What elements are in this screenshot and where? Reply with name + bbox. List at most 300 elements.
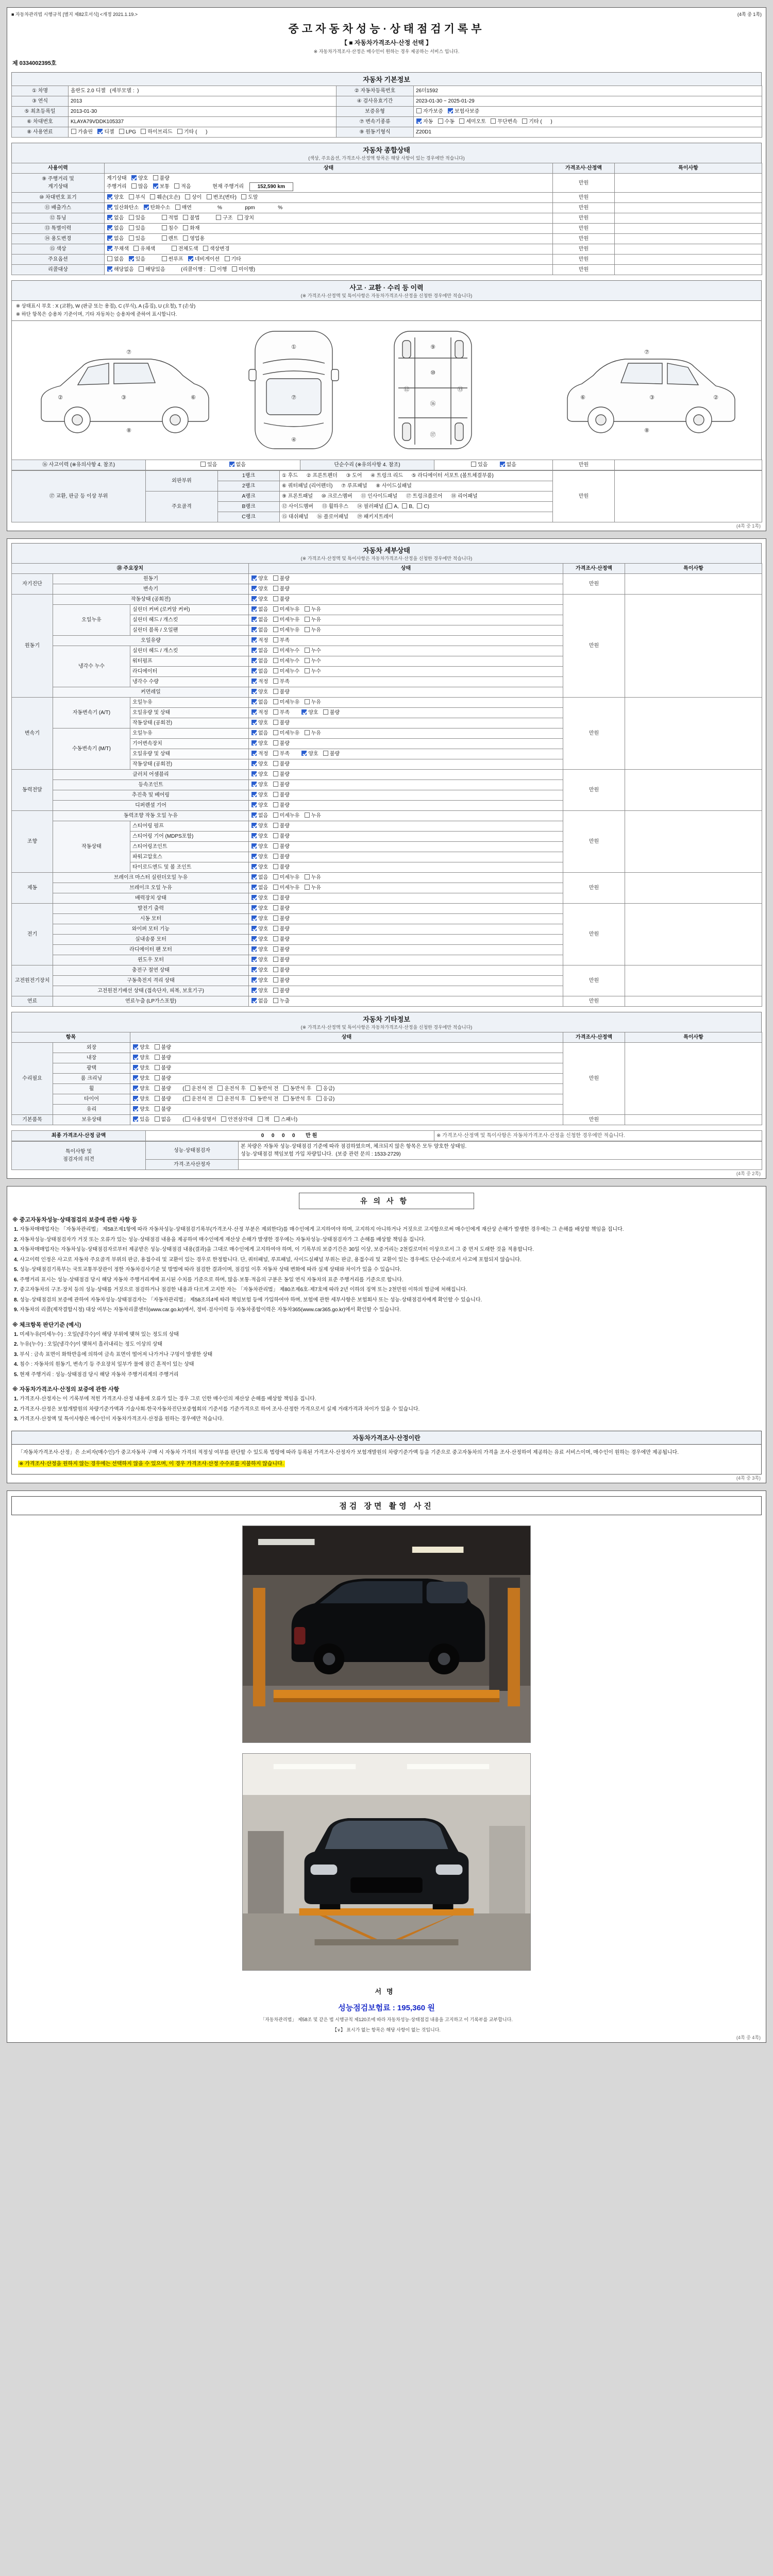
field-value: 동력조향 작동 오일 누유 (53, 811, 249, 821)
field-label: 동력전달 (12, 770, 53, 811)
field-value: 오일누유 (130, 698, 249, 708)
checkbox-unchecked (273, 916, 278, 921)
field-value (615, 460, 762, 470)
field-label: 외판부위 (146, 471, 218, 492)
document-number: 제 0334002395호 (12, 60, 57, 66)
field-value: 없음 미세누수 누수 (249, 656, 563, 667)
inspection-photo-1 (242, 1526, 531, 1743)
checkbox-checked (251, 761, 257, 766)
section-overall-title: 자동차 종합상태 (363, 146, 410, 154)
field-value: ⑮ 대쉬패널 ⑯ 플로어패널 ⑲ 패키지트레이 (280, 512, 553, 522)
field-value: 작동상태 (53, 821, 130, 873)
field-value: 없음 미세누유 누유 (249, 811, 563, 821)
checkbox-unchecked (305, 658, 310, 663)
checkbox-unchecked (185, 1116, 190, 1122)
photo-2-lift-front-view (243, 1754, 530, 1970)
notice-item: 3. 부식 : 금속 표면이 화학반응에 의하여 금속 표면이 떨어져 나가거나 구멍이 발생한 상태 (14, 1351, 213, 1358)
checkbox-unchecked (273, 843, 278, 849)
field-value: ① 후드 ② 프론트펜더 ③ 도어 ④ 트렁크 리드 ⑤ 라디에이터 서포트 (볼트체결부품) (280, 471, 553, 481)
field-label: 변속기 (12, 698, 53, 770)
checkbox-unchecked (273, 988, 278, 993)
checkbox-checked (251, 596, 257, 601)
panel-damage-table (11, 470, 762, 522)
field-value: 브레이크 마스터 실린더오일 누유 (53, 873, 249, 883)
vin-label: ⑥ 차대번호 (12, 117, 69, 127)
inspector-opinion-table (11, 1141, 762, 1170)
field-value: 내장 (53, 1053, 130, 1063)
field-value: 실린더 블록 / 오일팬 (130, 625, 249, 636)
checkbox-unchecked (258, 1116, 263, 1122)
checkbox-checked (129, 256, 134, 261)
checkbox-unchecked (273, 792, 278, 797)
photos-section-title: 점검 장면 촬영 사진 (11, 1496, 762, 1515)
checkbox-unchecked (273, 709, 278, 715)
checkbox-unchecked (305, 885, 310, 890)
field-label: 전기 (12, 904, 53, 965)
insurance-premium: 성능점검보험료 : 195,360 원 (338, 2003, 435, 2012)
checkbox-checked (301, 751, 307, 756)
checkbox-unchecked (155, 1096, 160, 1101)
page-3-notice (7, 1186, 766, 1483)
checkbox-checked (251, 957, 257, 962)
notice-item: 7. 중고자동차의 구조·장치 등의 성능·상태를 거짓으로 점검하거나 점검한 내용과 다르게 고지한 자는 「자동차관리법」 제80조제6호·제7호에 따라 2년 이하의 징역 또는 2천만원 이하의 벌금에 처해집니다. (14, 1287, 467, 1293)
field-value (625, 595, 762, 698)
checkbox-unchecked (71, 129, 76, 134)
field-value (615, 224, 762, 234)
field-value: 양호 불량 (249, 914, 563, 924)
field-value: 브레이크 오일 누유 (53, 883, 249, 893)
checkbox-checked (251, 874, 257, 879)
field-label: 기본품목 (12, 1115, 53, 1125)
field-value (615, 265, 762, 275)
checkbox-unchecked (273, 740, 278, 745)
checkbox-unchecked (141, 129, 146, 134)
checkbox-unchecked (162, 225, 167, 230)
detail-condition-table (11, 563, 762, 1007)
field-value: 없음 있음 렌트 영업용 (105, 234, 553, 244)
simple-repair-label: 단순수리 (※유의사항 4. 참조) (300, 460, 434, 470)
checkbox-unchecked (150, 194, 155, 199)
field-value: 오일누유 (130, 728, 249, 739)
checkbox-unchecked (273, 771, 278, 776)
svg-text:⑥: ⑥ (191, 394, 196, 401)
notice-item: 2. 자동차성능·상태점검자가 거짓 또는 오류가 있는 성능·상태점검 내용을 제공하여 매수인에게 재산상 손해가 발생한 경우에는 자동차성능·상태점검자가 그 손해를 배상할 책임을 집니다. (14, 1236, 426, 1243)
field-value: 오일유량 (53, 636, 249, 646)
notice-item: 5. 현재 주행거리 : 성능·상태점검 당시 해당 자동차 주행거리계의 주행거리 (14, 1371, 179, 1378)
checkbox-checked (131, 175, 137, 180)
page-tag: (4쪽 중 4쪽) (736, 2035, 761, 2040)
first-reg-value: 2013-01-30 (69, 107, 337, 117)
checkbox-unchecked (129, 194, 134, 199)
checkbox-unchecked (207, 194, 212, 199)
field-label: 주요골격 (146, 492, 218, 522)
checkbox-checked (133, 1116, 138, 1122)
field-value: 만원 (553, 244, 615, 255)
checkbox-checked (251, 977, 257, 982)
field-value: 양호 불량 (249, 852, 563, 862)
checkbox-checked (133, 1096, 138, 1101)
checkbox-checked (251, 709, 257, 715)
checkbox-unchecked (273, 874, 278, 879)
field-value: 만원 (553, 265, 615, 275)
field-value: 양호 불량 ( 운전석 전 운전석 후 동반석 전 동반석 후 응급) (130, 1094, 563, 1105)
field-value: 없음 있음 침수 화재 (105, 224, 553, 234)
overall-condition-table (11, 163, 762, 275)
checkbox-unchecked (162, 256, 167, 261)
section-etc-title: 자동차 기타정보 (363, 1015, 410, 1024)
checkbox-checked (107, 205, 112, 210)
checkbox-unchecked (172, 246, 177, 251)
field-value: 해당없음 해당있음 (리콜이행 : 이행 미이행) (105, 265, 553, 275)
svg-text:①: ① (291, 344, 296, 351)
checkbox-unchecked (274, 1116, 279, 1122)
field-value: 없음 미세누유 누유 (249, 625, 563, 636)
price-survey-info-box (11, 1431, 762, 1475)
document-title: 중고자동차성능·상태점검기록부 (288, 23, 485, 35)
car-damage-diagrams (11, 320, 762, 460)
field-value: 적정 부족 양호 불량 (249, 708, 563, 718)
field-value: 양호 불량 (249, 935, 563, 945)
field-label: ⑱ 주요장치 (12, 564, 249, 574)
section-overall (11, 143, 762, 163)
field-label: ⑭ 용도변경 (12, 234, 105, 244)
checkbox-checked (251, 895, 257, 900)
field-value: 추진축 및 베어링 (53, 790, 249, 801)
page-1-basic-and-accident (7, 7, 766, 531)
field-label: 가격조사·산정액 (563, 1032, 625, 1043)
checkbox-unchecked (273, 967, 278, 972)
checkbox-unchecked (417, 503, 422, 509)
checkbox-unchecked (273, 596, 278, 601)
field-value: 실린더 헤드 / 개스킷 (130, 615, 249, 625)
checkbox-checked (144, 205, 149, 210)
field-value: 양호 불량 (249, 862, 563, 873)
checkbox-checked (251, 823, 257, 828)
model-year-value: 2013 (69, 96, 337, 107)
checkbox-unchecked (183, 215, 188, 220)
checkbox-unchecked (522, 118, 527, 124)
checkbox-checked (251, 833, 257, 838)
checkbox-unchecked (183, 225, 188, 230)
field-value: 양호 불량 (249, 842, 563, 852)
field-value: 만원 (563, 574, 625, 595)
checkbox-unchecked (273, 833, 278, 838)
notice-item: 4. 침수 : 자동차의 원동기, 변속기 등 주요장치 일부가 물에 잠긴 흔적이 있는 상태 (14, 1362, 194, 1368)
checkbox-checked (251, 617, 257, 622)
field-value: 양호 불량 (249, 986, 563, 996)
field-value: 양호 불량 ( 운전석 전 운전석 후 동반석 전 동반석 후 응급) (130, 1084, 563, 1094)
field-value: 자동변속기 (A/T) (53, 698, 130, 728)
transmission-label: ⑦ 변속기종류 (337, 117, 414, 127)
svg-text:⑯: ⑯ (430, 400, 436, 408)
checkbox-unchecked (273, 946, 278, 952)
svg-text:⑨: ⑨ (430, 344, 435, 351)
field-value: 오일유량 및 상태 (130, 708, 249, 718)
checkbox-checked (251, 998, 257, 1003)
checkbox-unchecked (155, 1075, 160, 1080)
field-value: 만원 (553, 213, 615, 224)
page-tag: (4쪽 중 1쪽) (736, 523, 761, 529)
field-label: 리콜대상 (12, 265, 105, 275)
checkbox-unchecked (129, 235, 134, 241)
notice-item: 4. 사고이력 인정은 사고로 자동차 주요골격 부위의 판금, 용접수리 및 교환이 있는 경우로 한정합니다. 단, 쿼터패널, 루프패널, 사이드실패널 부위는 판금, 용접수리 및 교환이 있는 경우에도 단순수리로서 사고에 포함되지 않습니다. (14, 1257, 522, 1263)
checkbox-unchecked (402, 503, 407, 509)
notice-item: 3. 가격조사·산정액 및 특이사항은 매수인이 자동차가격조사·산정을 원하는 경우에만 적습니다. (14, 1416, 224, 1422)
svg-text:③: ③ (649, 394, 654, 401)
checkbox-unchecked (155, 1106, 160, 1111)
svg-text:⑬: ⑬ (457, 386, 463, 393)
field-label: ⑩ 차대번호 표기 (12, 193, 105, 203)
checkbox-unchecked (273, 658, 278, 663)
field-value: 오일누유 (53, 605, 130, 636)
field-value: 양호 불량 (249, 595, 563, 605)
field-value: 없음 미세누유 누유 (249, 873, 563, 883)
checkbox-unchecked (119, 129, 124, 134)
checkbox-checked (251, 606, 257, 612)
field-label: 주요옵션 (12, 255, 105, 265)
notice-section-3-title: ※ 자동차가격조사·산정의 보증에 관한 사항 (12, 1386, 120, 1393)
checkbox-unchecked (273, 689, 278, 694)
damage-code-legend (11, 300, 762, 320)
checkbox-unchecked (232, 266, 237, 272)
checkbox-unchecked (155, 1065, 160, 1070)
field-value: 양호 불량 (249, 945, 563, 955)
checkbox-unchecked (273, 575, 278, 581)
checkbox-unchecked (273, 802, 278, 807)
field-value: 와이퍼 모터 기능 (53, 924, 249, 935)
field-label: ⑮ 색상 (12, 244, 105, 255)
field-value: 만원 (563, 811, 625, 873)
mileage-status: 계기상태 양호 불량 주행거리 많음 보통 적음 현재 주행거리 152,590 km (105, 174, 553, 193)
checkbox-unchecked (107, 256, 112, 261)
notice-item: 6. 주행거리 표시는 성능·상태점검 당시 해당 자동차 주행거리계에 표시된 수치를 기준으로 하며, 많음·보통·적음의 구분은 동일 연식 자동차의 표준 주행거리를 기준으로 합니다. (14, 1277, 404, 1283)
field-value (615, 255, 762, 265)
checkbox-unchecked (273, 586, 278, 591)
field-value: 없음 미세누유 누유 (249, 615, 563, 625)
field-value: 타이어 (53, 1094, 130, 1105)
field-label: 항목 (12, 1032, 130, 1043)
field-label: ⑫ 튜닝 (12, 213, 105, 224)
field-value: 없음 미세누유 누유 (249, 698, 563, 708)
reg-no-value: 26더1592 (414, 86, 762, 96)
field-value: 수동변속기 (M/T) (53, 728, 130, 770)
field-value: 보유상태 (53, 1115, 130, 1125)
field-value: 외장 (53, 1043, 130, 1053)
svg-text:⑫: ⑫ (404, 386, 410, 393)
price-survey-option: 【 ■ 자동차가격조사·산정 선택 】 (341, 39, 432, 46)
checkbox-checked (448, 108, 453, 113)
svg-text:②: ② (713, 394, 718, 401)
field-value: 양호 불량 (249, 790, 563, 801)
notice-item: 3. 자동차매매업자는 자동차성능·상태점검자로부터 제공받은 성능·상태점검 내용(결과)을 그대로 매수인에게 고지하여야 하며, 이 기록부의 보증기간은 30일 이상, 보증거리는 2천킬로미터 이상으로서 그 중 먼저 도래한 것을 적용합니다. (14, 1247, 534, 1253)
checkbox-unchecked (203, 246, 208, 251)
checkbox-unchecked (323, 709, 328, 715)
checkbox-unchecked (273, 864, 278, 869)
checkbox-checked (251, 699, 257, 704)
checkbox-checked (251, 658, 257, 663)
checkbox-checked (251, 668, 257, 673)
field-value: 유리 (53, 1105, 130, 1115)
field-value: 양호 불량 (249, 584, 563, 595)
checkbox-checked (251, 740, 257, 745)
checkbox-checked (107, 194, 112, 199)
checkbox-unchecked (155, 1086, 160, 1091)
field-value: 적정 부족 (249, 636, 563, 646)
field-value: 적정 부족 양호 불량 (249, 749, 563, 759)
checkbox-unchecked (273, 905, 278, 910)
checkbox-unchecked (491, 118, 496, 124)
field-value: 양호 불량 (249, 574, 563, 584)
checkbox-unchecked (250, 1096, 256, 1101)
field-label: B랭크 (218, 502, 280, 512)
checkbox-unchecked (162, 235, 167, 241)
notice-item: 1. 자동차매매업자는 「자동차관리법」 제58조제1항에 따라 자동차성능·상태점검기록부(가격조사·산정 부분은 제외한다)를 매수인에게 고지하여야 하며, 고지하지 아니하거나 거짓으로 고지함으로써 매수인에게 재산상 손해가 발생한 경우에는 그 손해를 배상할 책임을 집니다. (14, 1227, 624, 1233)
transmission-value: 자동 수동 세미오토 무단변속 기타 ( ) (414, 117, 762, 127)
checkbox-unchecked (155, 1055, 160, 1060)
field-value (625, 996, 762, 1007)
field-label: 연료 (12, 996, 53, 1007)
field-value: 만원 (563, 904, 625, 965)
svg-text:⑦: ⑦ (291, 394, 296, 401)
checkbox-unchecked (273, 761, 278, 766)
checkbox-checked (251, 771, 257, 776)
checkbox-unchecked (305, 606, 310, 612)
checkbox-checked (416, 118, 422, 124)
field-value (625, 904, 762, 965)
field-value: 없음 미세누유 누유 (249, 728, 563, 739)
checkbox-checked (251, 586, 257, 591)
checkbox-unchecked (273, 627, 278, 632)
field-value: 양호 불량 (130, 1053, 563, 1063)
field-value: 양호 불량 (249, 687, 563, 698)
checkbox-unchecked (273, 648, 278, 653)
panel-damage-label: ⑰ 교환, 판금 등 이상 부위 (12, 471, 146, 522)
inspection-period-value: 2023-01-30 ~ 2025-01-29 (414, 96, 762, 107)
field-label: 수리필요 (12, 1043, 53, 1115)
checkbox-unchecked (250, 1086, 256, 1091)
checkbox-unchecked (273, 782, 278, 787)
field-label: A랭크 (218, 492, 280, 502)
checkbox-checked (107, 235, 112, 241)
field-value (625, 811, 762, 873)
checkbox-unchecked (305, 627, 310, 632)
page-marker: (4쪽 중 1쪽) (737, 12, 762, 17)
section-etc-note: (※ 가격조사·산정액 및 특이사항은 자동차가격조사·산정을 신청한 경우에만 적습니다) (300, 1025, 473, 1030)
field-value: ※ 가격조사·산정액 및 특이사항은 자동차가격조사·산정을 신청한 경우에만 적습니다. (434, 1131, 762, 1141)
info-box-highlight (12, 1459, 761, 1474)
field-label: 가격조사·산정액 (563, 564, 625, 574)
field-label: 특이사항 (625, 1032, 762, 1043)
field-value: 원동기 (53, 574, 249, 584)
field-label: 가격조사·산정액 (553, 163, 615, 174)
checkbox-unchecked (174, 183, 179, 189)
field-value: 스티어링 기어 (MDPS포함) (130, 832, 249, 842)
checkbox-unchecked (273, 885, 278, 890)
checkbox-checked (133, 1075, 138, 1080)
field-value: 연료누출 (LP가스포함) (53, 996, 249, 1007)
checkbox-checked (251, 916, 257, 921)
checkbox-unchecked (273, 679, 278, 684)
inspector-label: 성능·상태점검자 (146, 1142, 239, 1160)
field-value: 양호 불량 (249, 821, 563, 832)
etc-info-table (11, 1032, 762, 1125)
checkbox-checked (251, 936, 257, 941)
field-value: 구동축전지 격리 상태 (53, 976, 249, 986)
svg-text:②: ② (58, 394, 63, 401)
field-value (615, 213, 762, 224)
field-value (615, 234, 762, 244)
checkbox-unchecked (273, 751, 278, 756)
checkbox-checked (251, 905, 257, 910)
checkbox-unchecked (305, 668, 310, 673)
field-value: 양호 불량 (130, 1063, 563, 1074)
field-label: ⑪ 배출가스 (12, 203, 105, 213)
field-value (625, 1115, 762, 1125)
checkbox-unchecked (323, 751, 328, 756)
checkbox-unchecked (305, 730, 310, 735)
checkbox-checked (251, 627, 257, 632)
field-value: 시동 모터 (53, 914, 249, 924)
checkbox-unchecked (273, 998, 278, 1003)
field-label: 1랭크 (218, 471, 280, 481)
field-value: 양호 불량 (130, 1105, 563, 1115)
field-value: 실내송풍 모터 (53, 935, 249, 945)
checkbox-checked (251, 792, 257, 797)
checkbox-unchecked (200, 462, 206, 467)
checkbox-unchecked (183, 235, 188, 241)
field-value (625, 574, 762, 595)
field-value: 스티어링조인트 (130, 842, 249, 852)
field-value: 냉각수 수량 (130, 677, 249, 687)
info-box-title: 자동차가격조사·산정이란 (12, 1431, 761, 1445)
boxed-value: 152,590 km (249, 182, 293, 191)
checkbox-unchecked (459, 118, 464, 124)
checkbox-checked (251, 988, 257, 993)
checkbox-unchecked (129, 225, 134, 230)
field-value (615, 193, 762, 203)
checkbox-checked (107, 225, 112, 230)
field-value: 양호 불량 (249, 893, 563, 904)
footnote-line-1: 「자동차관리법」 제58조 및 같은 법 시행규칙 제120조에 따라 자동차성능·상태점검 내용을 고지하고 이 기록부를 교부합니다. (260, 2016, 513, 2022)
field-value: 만원 (563, 996, 625, 1007)
field-value: 적정 부족 (249, 677, 563, 687)
field-value: 만원 (553, 174, 615, 193)
field-label: 특이사항 (625, 564, 762, 574)
checkbox-unchecked (133, 246, 139, 251)
checkbox-unchecked (273, 895, 278, 900)
field-value: 양호 불량 (249, 955, 563, 965)
fuel-label: ⑧ 사용연료 (12, 127, 69, 138)
checkbox-checked (251, 637, 257, 642)
checkbox-unchecked (185, 1096, 190, 1101)
field-value: 광택 (53, 1063, 130, 1074)
checkbox-checked (251, 946, 257, 952)
checkbox-checked (97, 129, 103, 134)
checkbox-unchecked (139, 266, 144, 272)
field-value (625, 1043, 762, 1115)
checkbox-unchecked (185, 194, 190, 199)
field-value (615, 203, 762, 213)
checkbox-unchecked (217, 1086, 223, 1091)
field-value: 만원 (563, 965, 625, 996)
footnote-line-2: 【∨】 표시가 없는 항목은 해당 사항이 없는 것입니다. (332, 2027, 441, 2033)
field-value: 양호 불량 (249, 976, 563, 986)
svg-text:⑰: ⑰ (430, 431, 436, 438)
inspection-period-label: ④ 검사유효기간 (337, 96, 414, 107)
notice-item: 1. 미세누유(미세누수) : 오일(냉각수)이 해당 부위에 맺혀 있는 정도의 상태 (14, 1331, 179, 1337)
checkbox-checked (500, 462, 505, 467)
checkbox-checked (251, 843, 257, 849)
